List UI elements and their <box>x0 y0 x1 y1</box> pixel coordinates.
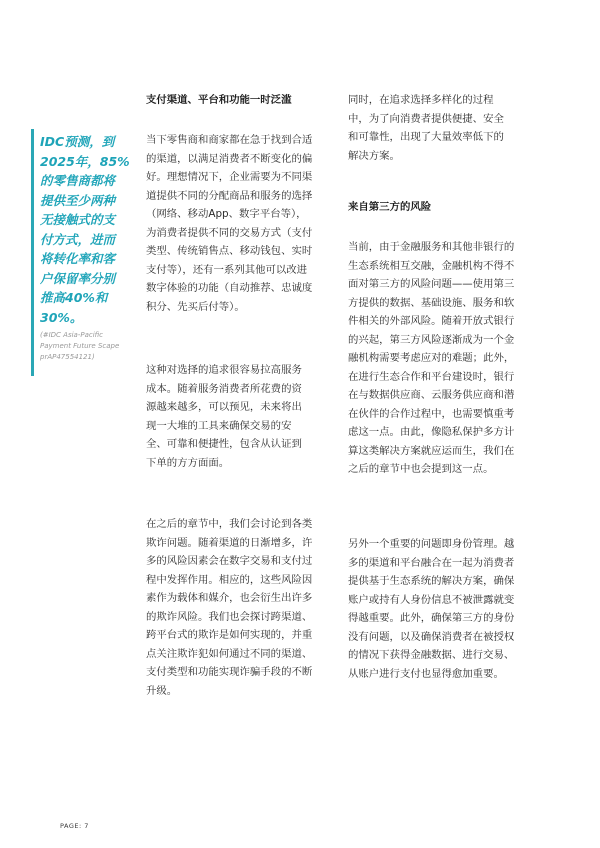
paragraph-third-party-risk: 当前，由于金融服务和其他非银行的 生态系统相互交融，金融机构不得不 面对第三方的风险问题——使用第三 方提供的数据、基础设施、服务和软 件相关的外部风险。随着开放式银行 的兴起，第三方风险逐渐成为一个金 融机构需要考虑应对的难题；此外， 在进行生态合作和平台建设时，银行 在与数据供应商、云服务供应商和潜 在伙伴的合作过程中，也需要慎重考 虑这一点。由此，像隐私保护多方计 算这类解决方案就应运而生，我们在 之后的章节中也会提到这一点。 <box>348 241 515 475</box>
paragraph-channels-intro: 当下零售商和商家都在急于找到合适 的渠道，以满足消费者不断变化的偏 好。理想情况下，企业需要为不同渠 道提供不同的分配商品和服务的选择 （网络、移动App、数字平台等）， 为消费者提供不同的交易方式（支付 类型、传统销售点、移动钱包、实时 支付等），还有一系列其他可以改进 数字体验的功能（自动推荐、忠诚度 积分、先买后付等）。 <box>146 134 313 313</box>
paragraph-service-cost: 这种对选择的追求很容易拉高服务 成本。随着服务消费者所花费的资 源越来越多，可以预见，未来将出 现一大堆的工具来确保交易的安 全、可靠和便捷性，包含从认证到 下单的方方面面。 <box>146 364 302 469</box>
paragraph-fraud-chapters: 在之后的章节中，我们会讨论到各类 欺诈问题。随着渠道的日渐增多，许 多的风险因素会在数字交易和支付过 程中发挥作用。相应的，这些风险因 素作为载体和媒介，也会衍生出许多 的欺诈风险。我们也会探讨跨渠道、 跨平台式的欺诈是如何实现的，并重 点关注欺诈犯如何通过不同的渠道、 支付类型和功能实现诈骗手段的不断 升级。 <box>146 518 313 697</box>
page-number: PAGE: 7 <box>60 822 89 830</box>
section-heading-third-party-risk: 来自第三方的风险 <box>348 201 432 213</box>
paragraph-inefficient-solutions: 同时，在追求选择多样化的过程 中，为了向消费者提供便捷、安全 和可靠性，出现了大量效率低下的 解决方案。 <box>348 94 504 162</box>
quote-accent-rule <box>31 129 34 376</box>
pull-quote: IDC预测，到 2025年，85% 的零售商都将 提供至少两种 无接触式的支 付方式，进而 将转化率和客 户保留率分别 推高40%和 30%。 <box>40 134 130 325</box>
quote-source: (#IDC Asia-Pacific Payment Future Scape prAP47554121) <box>40 331 120 361</box>
paragraph-identity-management: 另外一个重要的问题即身份管理。越 多的渠道和平台融合在一起为消费者 提供基于生态系统的解决方案，确保 账户或持有人身份信息不被泄露就变 得越重要。此外，确保第三方的身份 没有问题，以及确保消费者在被授权 的情况下获得金融数据、进行交易、 从账户进行支付也显得愈加重要。 <box>348 538 515 680</box>
section-heading-payment-channels: 支付渠道、平台和功能一时泛滥 <box>146 94 292 106</box>
